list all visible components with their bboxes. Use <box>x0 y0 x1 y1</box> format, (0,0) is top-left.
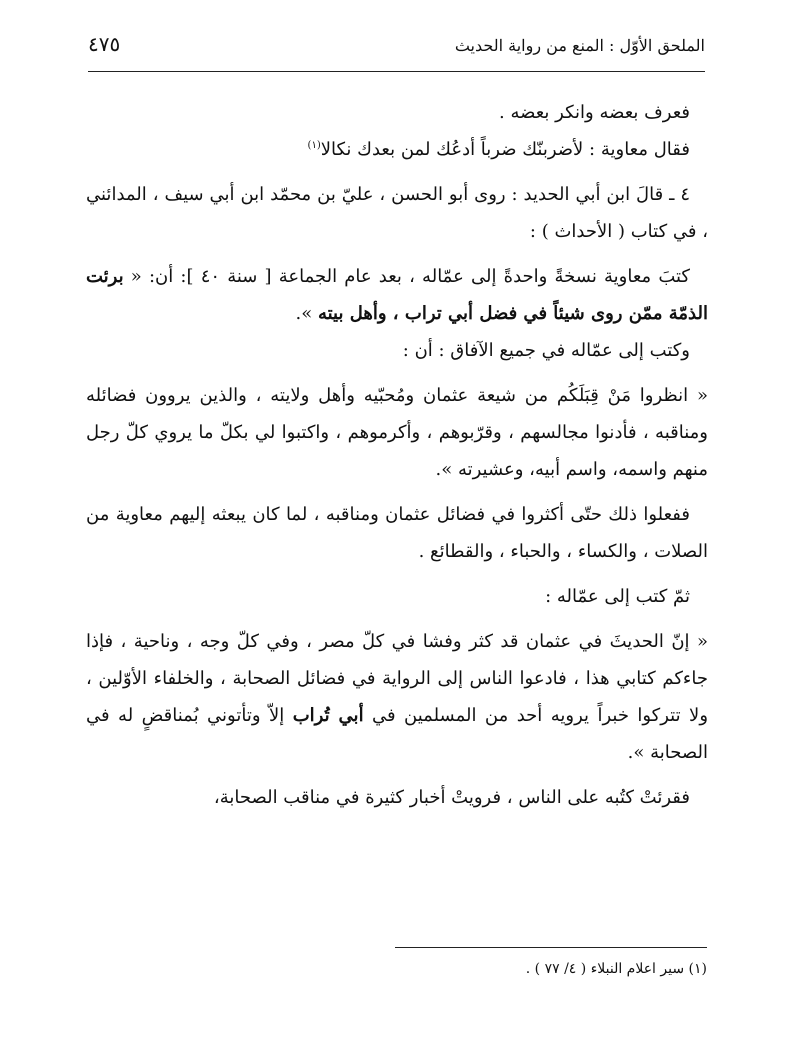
paragraph <box>86 258 708 332</box>
paragraph <box>86 94 708 131</box>
paragraph-text: إلاّ وتأتوني بُمناقضٍ له في الصحابة ». <box>86 705 708 763</box>
paragraph <box>86 578 708 615</box>
footnote-reference: (١) <box>307 140 321 151</box>
footnote-divider <box>395 947 707 948</box>
paragraph <box>86 332 708 369</box>
paragraph-text: ». <box>295 303 318 324</box>
running-title: الملحق الأوّل : المنع من رواية الحديث <box>454 36 705 55</box>
paragraph <box>86 779 708 816</box>
paragraph <box>86 623 708 771</box>
main-text <box>86 94 708 824</box>
paragraph-text: ثمّ كتب إلى عمّاله : <box>545 586 690 607</box>
paragraph-text: ففعلوا ذلك حتّى أكثروا في فضائل عثمان ومناقبه ، لما كان يبعثه إليهم معاوية من الصلات ، والكساء ، والحباء ، والقطائع . <box>86 504 708 562</box>
footnote: (١) سير اعلام النبلاء ( ٤/ ٧٧ ) . <box>525 961 707 977</box>
paragraph <box>86 176 708 250</box>
paragraph-text: « إنّ الحديثَ في عثمان قد كثر وفشا في كلّ مصر ، وفي كلّ وجه ، وناحية ، فإذا جاءكم كتابي هذا ، فادعوا الناس إلى الرواية في فضائل الصحابة ، والخلفاء الأوّلين ، ولا تتركوا خبراً يرويه أحد من المسلمين في <box>86 631 709 726</box>
emphasized-name: أبي تُراب <box>292 705 364 726</box>
paragraph-text: وكتب إلى عمّاله في جميع الآفاق : أن : <box>402 340 690 361</box>
header-divider <box>88 71 705 72</box>
paragraph-text: « انظروا مَنْ قِبَلَكُم من شيعة عثمان ومُحبّيه وأهل ولايته ، والذين يروون فضائله ومناقبه ، فأدنوا مجالسهم ، وقرّبوهم ، وأكرموهم ، واكتبوا لي بكلّ ما يروي كلّ رجل منهم واسمه، واسم أبيه، وعشيرته ». <box>86 385 708 480</box>
paragraph-text: فقرئتْ كتُبه على الناس ، فرويتْ أخبار كثيرة في مناقب الصحابة، <box>213 787 690 808</box>
quoted-decree: برئت الذمّة ممّن روى شيئاً في فضل أبي تراب ، وأهل بيته <box>86 266 708 324</box>
paragraph-text: كتبَ معاوية نسخةً واحدةً إلى عمّاله ، بعد عام الجماعة [ سنة ٤٠ ]: أن: « <box>123 266 690 287</box>
paragraph-text: فقال معاوية : لأضربنّك ضرباً أدعُك لمن بعدك نكالا <box>320 139 690 160</box>
paragraph <box>86 377 708 488</box>
paragraph <box>86 496 708 570</box>
page-header <box>88 30 705 70</box>
page-number: ٤٧٥ <box>88 32 121 56</box>
paragraph-text: فعرف بعضه وانكر بعضه . <box>499 102 690 123</box>
paragraph-text: ٤ ـ قالَ ابن أبي الحديد : روى أبو الحسن ، عليّ بن محمّد ابن أبي سيف ، المدائني ، في كتاب ( الأحداث ) : <box>86 184 708 242</box>
paragraph <box>86 131 708 168</box>
